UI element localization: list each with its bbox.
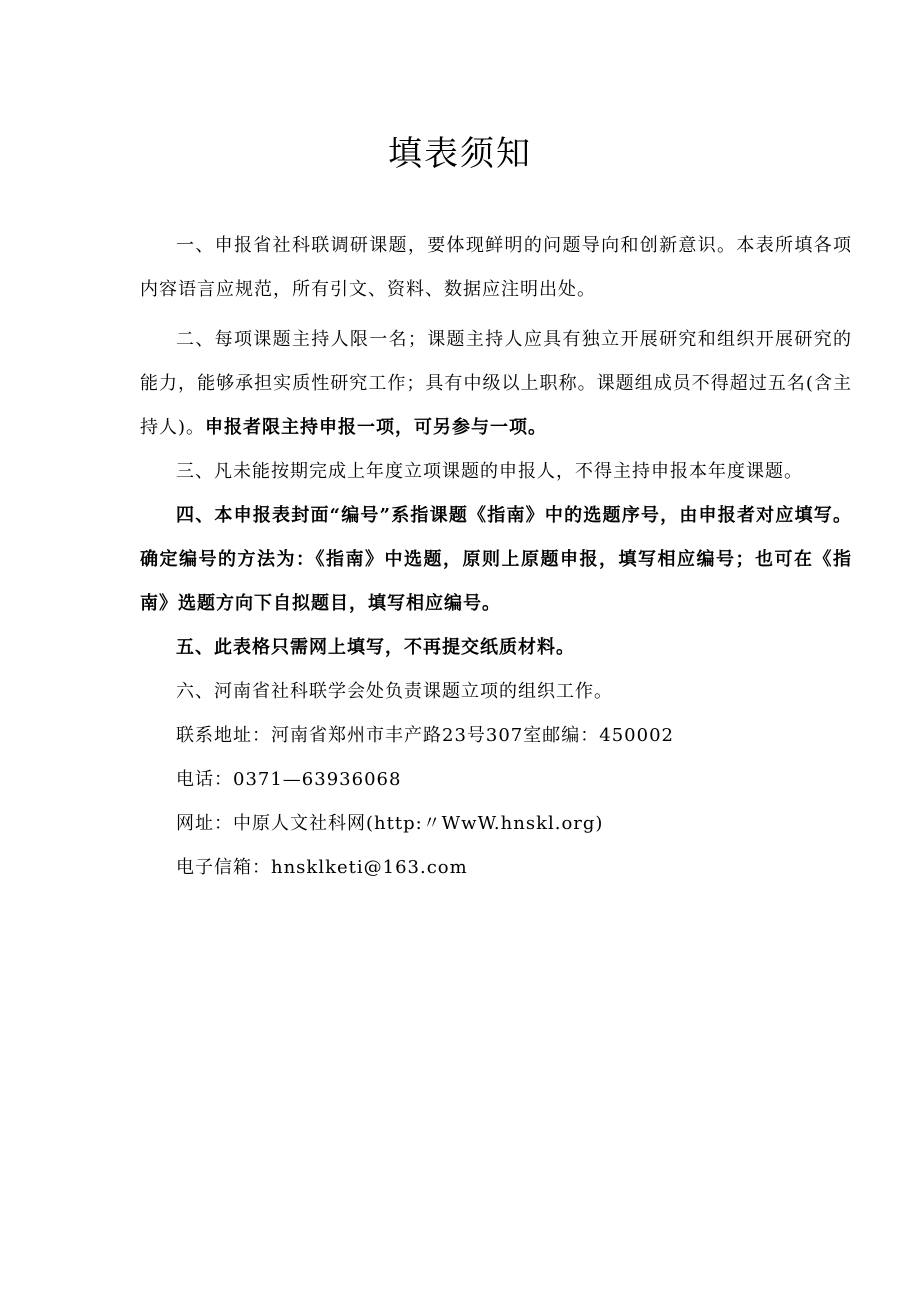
page-title: 填表须知 [388, 134, 532, 174]
contact-email: 电子信箱：hnsklketi@163.com [176, 857, 468, 878]
instruction-item-5: 五、此表格只需网上填写，不再提交纸质材料。 [176, 637, 575, 658]
contact-website: 网址：中原人文社科网(http:〃WwW.hnskl.org) [176, 813, 604, 834]
instruction-item-6: 六、河南省社科联学会处负责课题立项的组织工作。 [176, 681, 613, 702]
contact-phone: 电话：0371—63936068 [176, 769, 402, 790]
instruction-item-1: 一、申报省社科联调研课题，要体现鲜明的问题导向和创新意识。本表所填各项内容语言应规范，所有引文、资料、数据应注明出处。 [140, 235, 852, 300]
instruction-item-2 [140, 318, 852, 450]
instruction-item-4: 四、本申报表封面“编号”系指课题《指南》中的选题序号，由申报者对应填写。确定编号的方法为：《指南》中选题，原则上原题申报，填写相应编号；也可在《指南》选题方向下自拟题目，填写相应编号。 [140, 505, 852, 614]
contact-address: 联系地址：河南省郑州市丰产路23号307室邮编：450002 [176, 725, 674, 746]
instruction-item-2-text: 二、每项课题主持人限一名；课题主持人应具有独立开展研究和组织开展研究的能力，能够承担实质性研究工作；具有中级以上职称。课题组成员不得超过五名(含主持人)。 [140, 329, 852, 438]
instructions-body [140, 224, 852, 890]
instruction-item-3: 三、凡未能按期完成上年度立项课题的申报人，不得主持申报本年度课题。 [176, 461, 803, 482]
instruction-item-2-emphasis: 申报者限主持申报一项，可另参与一项。 [205, 417, 548, 438]
